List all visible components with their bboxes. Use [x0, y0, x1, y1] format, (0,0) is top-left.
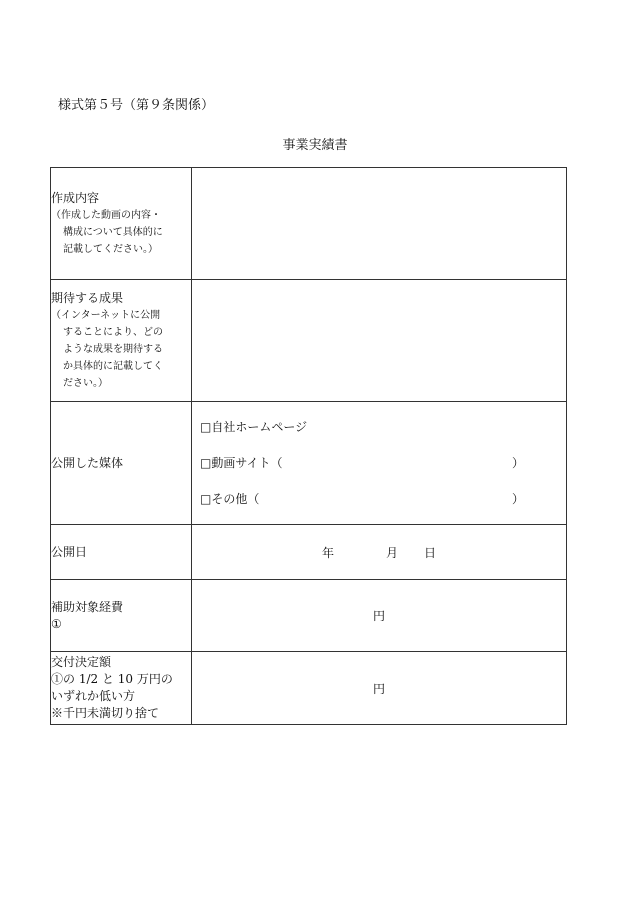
grant-amount-label-line: いずれか低い方: [51, 689, 136, 703]
grant-amount-input-cell[interactable]: [192, 652, 567, 725]
grant-amount-label-line: ①の 1/2 と 10 万円の: [51, 672, 173, 686]
report-table: [50, 167, 567, 725]
media-label: 公開した媒体: [51, 455, 124, 470]
table-row-media: [51, 402, 567, 525]
subsidy-cost-marker: ①: [51, 616, 62, 631]
content-label: 作成内容: [51, 190, 100, 205]
outcome-note-line: か具体的に記載してく: [63, 360, 163, 372]
month-label: 月: [385, 545, 398, 560]
outcome-note: [51, 307, 191, 392]
subsidy-cost-unit: 円: [372, 609, 385, 623]
content-input-cell[interactable]: [192, 168, 567, 280]
content-note-line: （作成した動画の内容・: [51, 209, 161, 221]
publish-date-input-cell[interactable]: [192, 525, 567, 580]
subsidy-cost-label: 補助対象経費: [51, 599, 124, 614]
outcome-note-line: ださい。）: [63, 377, 108, 389]
subsidy-cost-input-cell[interactable]: [192, 580, 567, 652]
content-note-line: 構成について具体的に: [63, 226, 163, 238]
table-row-publish-date: [51, 525, 567, 580]
media-option-own-homepage[interactable]: [192, 409, 566, 445]
table-row-content: [51, 168, 567, 280]
outcome-note-line: ような成果を期待する: [63, 343, 163, 355]
document-title: 事業実績書: [282, 138, 348, 153]
publish-date-label: 公開日: [51, 544, 88, 559]
grant-amount-label-line: 交付決定額: [51, 655, 112, 669]
content-note-line: 記載してください。）: [63, 243, 158, 255]
date-fields: [192, 544, 566, 561]
media-option-text: □その他（: [200, 492, 260, 506]
grant-amount-unit: 円: [372, 681, 385, 696]
content-label-cell: [51, 168, 192, 280]
outcome-label: 期待する成果: [51, 290, 124, 305]
subsidy-cost-label-cell: [51, 580, 192, 652]
table-row-outcome: [51, 280, 567, 402]
outcome-note-line: （インターネットに公開: [51, 309, 161, 321]
media-options-cell: [192, 402, 567, 525]
media-option-close-paren: ）: [512, 492, 525, 506]
media-option-text: □動画サイト（: [200, 456, 283, 470]
grant-amount-label-line: ※千円未満切り捨て: [51, 706, 160, 720]
outcome-note-line: することにより、どの: [63, 326, 163, 338]
year-label: 年: [321, 545, 334, 560]
form-number: 様式第５号（第９条関係）: [58, 98, 215, 113]
table-row-subsidy-cost: [51, 580, 567, 652]
outcome-input-cell[interactable]: [192, 280, 567, 402]
content-note: [51, 207, 191, 258]
media-option-close-paren: ）: [512, 456, 525, 470]
day-label: 日: [424, 545, 437, 560]
media-option-text: □自社ホームページ: [200, 420, 308, 434]
media-option-other[interactable]: [192, 481, 566, 517]
table-row-grant-amount: [51, 652, 567, 725]
media-option-video-site[interactable]: [192, 445, 566, 481]
grant-amount-label-cell: [51, 652, 192, 725]
media-label-cell: [51, 402, 192, 525]
publish-date-label-cell: [51, 525, 192, 580]
outcome-label-cell: [51, 280, 192, 402]
